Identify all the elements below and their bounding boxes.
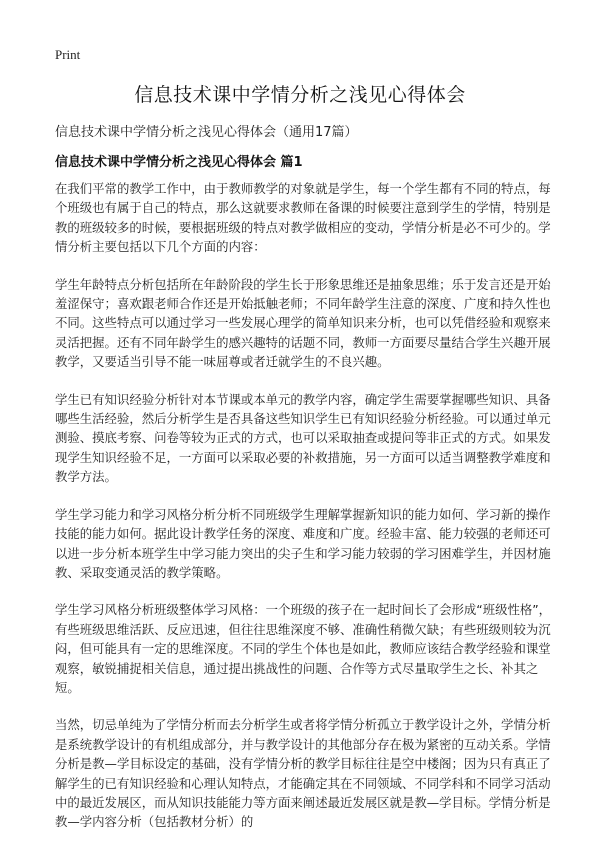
section-heading: 信息技术课中学情分析之浅见心得体会 篇1: [55, 155, 303, 170]
print-link[interactable]: Print: [55, 47, 81, 62]
article-body: [55, 179, 555, 850]
paragraph-1: 在我们平常的教学工作中，由于教师教学的对象就是学生，每一个学生都有不同的特点，每个班级也有属于自己的特点，那么这就要求教师在备课的时候要注意到学生的学情，特别是教的班级较多的时候，要根据班级的特点对教学做相应的变动，学情分析是必不可少的。学情分析主要包括以下几个方面的内容：: [55, 181, 551, 255]
paragraph-2: 学生年龄特点分析包括所在年龄阶段的学生长于形象思维还是抽象思维；乐于发言还是开始羞涩保守；喜欢跟老师合作还是开始抵触老师；不同年龄学生注意的深度、广度和持久性也不同。这些特点可以通过学习一些发展心理学的简单知识来分析，也可以凭借经验和观察来灵活把握。还有不同年龄学生的感兴趣特的话题不同，教师一方面要尽量结合学生兴趣开展教学，又要适当引导不能一味屈尊或者迁就学生的不良兴趣。: [55, 276, 551, 370]
paragraph-4: 学生学习能力和学习风格分析分析不同班级学生理解掌握新知识的能力如何、学习新的操作技能的能力如何。据此设计教学任务的深度、难度和广度。经验丰富、能力较强的老师还可以进一步分析本班学生中学习能力突出的尖子生和学习能力较弱的学习困难学生，并因材施教、采取变通灵活的教学策略。: [55, 506, 551, 580]
paragraph-6: 当然，切忌单纯为了学情分析而去分析学生或者将学情分析孤立于教学设计之外，学情分析是系统教学设计的有机组成部分，并与教学设计的其他部分存在极为紧密的互动关系。学情分析是教—学目标设定的基础，没有学情分析的教学目标往往是空中楼阁；因为只有真正了解学生的已有知识经验和心理认知特点，才能确定其在不同领域、不同学科和不同学习活动中的最近发展区，而从知识技能能力等方面来阐述最近发展区就是教—学目标。学情分析是教—学内容分析（包括教材分析）的: [55, 717, 551, 830]
paragraph-5: 学生学习风格分析班级整体学习风格：一个班级的孩子在一起时间长了会形成“班级性格”，有些班级思维活跃、反应迅速，但往往思维深度不够、准确性稍微欠缺；有些班级则较为沉闷，但可能具有一定的思维深度。不同的学生个体也是如此，教师应该结合教学经验和课堂观察，敏锐捕捉相关信息，通过提出挑战性的问题、合作等方式尽量取学生之长、补其之短。: [55, 602, 552, 695]
document-subtitle: 信息技术课中学情分析之浅见心得体会（通用17篇）: [55, 125, 358, 140]
page-title: 信息技术课中学情分析之浅见心得体会: [134, 84, 466, 106]
paragraph-3: 学生已有知识经验分析针对本节课或本单元的教学内容，确定学生需要掌握哪些知识、具备哪些生活经验，然后分析学生是否具备这些知识学生已有知识经验分析经验。可以通过单元测验、摸底考察、问卷等较为正式的方式，也可以采取抽查或提问等非正式的方式。如果发现学生知识经验不足，一方面可以采取必要的补救措施，另一方面可以适当调整教学难度和教学方法。: [55, 391, 551, 485]
